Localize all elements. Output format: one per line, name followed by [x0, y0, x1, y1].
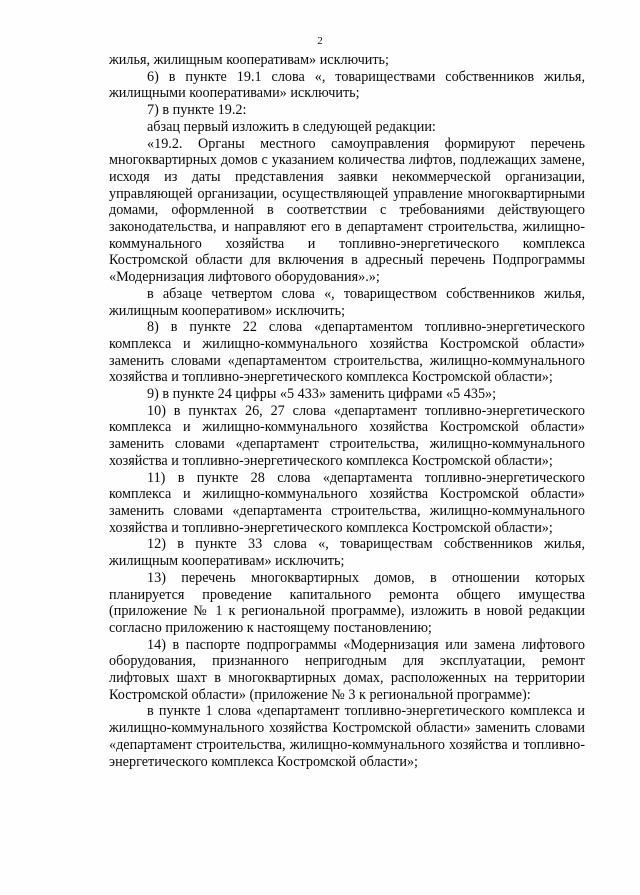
paragraph-item-10: 10) в пунктах 26, 27 слова «департамент топливно-энергетического комплекса и жилищно-коммунального хозяйства Костромской области» заменить словами «департамент строительства, жилищно-коммунального хозяйства и топливно-энергетического комплекса Костромской области»;	[109, 402, 585, 469]
paragraph-first-abstract: абзац первый изложить в следующей редакции:	[147, 118, 436, 135]
paragraph-item-11: 11) в пункте 28 слова «департамента топливно-энергетического комплекса и жилищно-коммунального хозяйства Костромской области» заменить словами «департамента строительства, жилищно-коммунального хозяйства и топливно-энергетического комплекса Костромской области»;	[109, 469, 585, 536]
paragraph-item-6: 6) в пункте 19.1 слова «, товариществами собственников жилья, жилищными кооперативами» исключить;	[109, 68, 585, 102]
paragraph-item-12: 12) в пункте 33 слова «, товариществам собственников жилья, жилищным кооперативам» исключить;	[109, 536, 585, 570]
paragraph-item-13: 13) перечень многоквартирных домов, в отношении которых планируется проведение капитального ремонта общего имущества (приложение № 1 к региональной программе), изложить в новой редакции согласно приложению к настоящему постановлению;	[109, 569, 585, 636]
document-body	[109, 52, 585, 770]
paragraph-fourth-abstract: в абзаце четвертом слова «, товариществом собственников жилья, жилищным кооперативом» исключить;	[109, 285, 585, 319]
paragraph-quoted-19-2: «19.2. Органы местного самоуправления формируют перечень многоквартирных домов с указанием количества лифтов, подлежащих замене, исходя из даты представления заявки некоммерческой организации, управляющей организации, осуществляющей управление многоквартирными домами, оформленной в соответствии с требованиями действующего законодательства, и направляют его в департамент строительства, жилищно-коммунального хозяйства и топливно-энергетического комплекса Костромской области для включения в адресный перечень Подпрограммы «Модернизация лифтового оборудования».»;	[109, 135, 585, 286]
page-number: 2	[317, 35, 323, 47]
paragraph-item-7: 7) в пункте 19.2:	[147, 102, 247, 119]
paragraph-item-8: 8) в пункте 22 слова «департаментом топливно-энергетического комплекса и жилищно-коммунального хозяйства Костромской области» заменить словами «департаментом строительства, жилищно-коммунального хозяйства и топливно-энергетического комплекса Костромской области»;	[109, 319, 585, 386]
paragraph-item-14: 14) в паспорте подпрограммы «Модернизация или замена лифтового оборудования, признанного непригодным для эксплуатации, ремонт лифтовых шахт в многоквартирных домах, расположенных на территории Костромской области» (приложение № 3 к региональной программе):	[109, 636, 585, 703]
paragraph-item-9: 9) в пункте 24 цифры «5 433» заменить цифрами «5 435»;	[147, 386, 497, 403]
paragraph-point-1: в пункте 1 слова «департамент топливно-энергетического комплекса и жилищно-коммунального хозяйства Костромской области» заменить словами «департамент строительства, жилищно-коммунального хозяйства и топливно-энергетического комплекса Костромской области»;	[109, 703, 585, 770]
paragraph-continuation: жилья, жилищным кооперативам» исключить;	[109, 52, 389, 68]
